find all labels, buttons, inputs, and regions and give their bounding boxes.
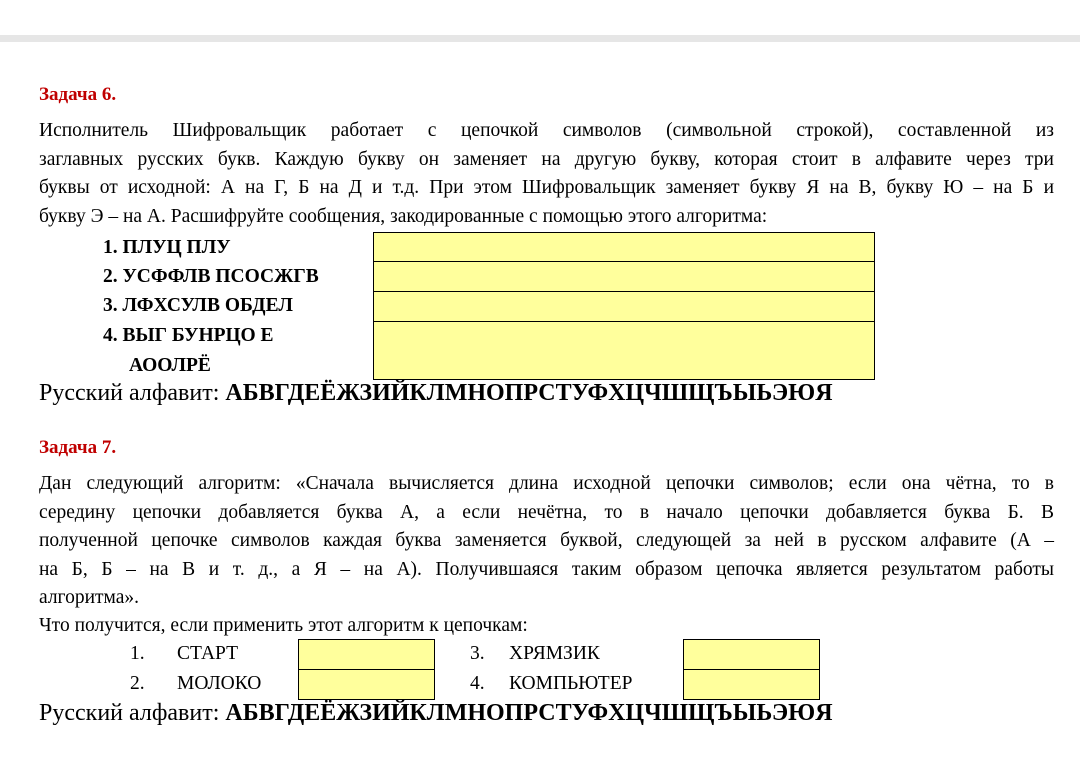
item-number: 2. [103, 266, 118, 287]
task7-title: Задача 7. [39, 437, 117, 458]
answer-box-7-1[interactable] [298, 639, 435, 670]
task6-paragraph-line: букву Э – на А. Расшифруйте сообщения, закодированные с помощью этого алгоритма: [39, 205, 768, 227]
alphabet-label: Русский алфавит: [39, 380, 226, 406]
task7-alphabet [39, 700, 833, 727]
answer-box-7-3[interactable] [683, 639, 820, 670]
task7-item-4-number: 4. [470, 673, 485, 694]
task7-paragraph [39, 470, 1054, 613]
answer-box-6-4[interactable] [373, 321, 875, 380]
task7-item-1-text: СТАРТ [177, 643, 239, 664]
task6-item-3 [103, 291, 293, 321]
answer-box-7-2[interactable] [298, 669, 435, 700]
task6-paragraph-line: Исполнитель Шифровальщик работает с цепочкой символов (символьной строкой), составленной из [39, 120, 1054, 141]
answer-box-7-4[interactable] [683, 669, 820, 700]
task7-item-2-text: МОЛОКО [177, 673, 262, 694]
task7-question: Что получится, если применить этот алгоритм к цепочкам: [39, 615, 528, 636]
task7-paragraph-line: середину цепочки добавляется буква А, а если нечётна, то в начало цепочки добавляется буква Б. В [39, 501, 1054, 523]
task6-title: Задача 6. [39, 84, 117, 105]
task6-item-1 [103, 233, 231, 263]
task7-paragraph-line: алгоритма». [39, 587, 140, 608]
task7-paragraph-line: Дан следующий алгоритм: «Сначала вычисляется длина исходной цепочки символов; если она чётна, то в [39, 473, 1054, 494]
task6-paragraph-line: заглавных русских букв. Каждую букву он заменяет на другую букву, которая стоит в алфавите через три [39, 148, 1054, 170]
task7-item-3-number: 3. [470, 643, 485, 664]
item-text: ВЫГ БУНРЦО Е [122, 325, 274, 346]
alphabet-label: Русский алфавит: [39, 700, 226, 726]
alphabet-letters: АБВГДЕЁЖЗИЙКЛМНОПРСТУФХЦЧШЩЪЫЬЭЮЯ [225, 380, 833, 406]
item-text: ПЛУЦ ПЛУ [122, 237, 231, 258]
task7-item-1-number: 1. [130, 643, 145, 664]
item-number: 3. [103, 295, 118, 316]
answer-box-6-2[interactable] [373, 261, 875, 292]
task7-item-4-text: КОМПЬЮТЕР [509, 673, 633, 694]
top-separator [0, 35, 1080, 42]
task6-item-4 [103, 321, 274, 351]
task7-paragraph-line: полученной цепочке символов каждая буква заменяется буквой, следующей за ней в русском алфавите (А – [39, 530, 1054, 551]
item-text: УСФФЛВ ПСОСЖГВ [122, 266, 319, 287]
item-text: ЛФХСУЛВ ОБДЕЛ [122, 295, 293, 316]
task6-alphabet [39, 380, 833, 407]
answer-box-6-1[interactable] [373, 232, 875, 262]
answer-box-6-3[interactable] [373, 291, 875, 322]
task6-item-4-continued: АООЛРЁ [129, 355, 211, 376]
item-number: 1. [103, 237, 118, 258]
task6-paragraph [39, 117, 1054, 231]
task6-paragraph-line: буквы от исходной: А на Г, Б на Д и т.д. При этом Шифровальщик заменяет букву Я на В, букву Ю – на Б и [39, 177, 1054, 198]
task7-paragraph-line: на Б, Б – на В и т. д., а Я – на А). Получившаяся таким образом цепочка является результатом работы [39, 558, 1054, 580]
task6-item-2 [103, 262, 319, 292]
alphabet-letters: АБВГДЕЁЖЗИЙКЛМНОПРСТУФХЦЧШЩЪЫЬЭЮЯ [225, 700, 833, 726]
task7-item-3-text: ХРЯМЗИК [509, 643, 600, 664]
item-number: 4. [103, 325, 118, 346]
task7-item-2-number: 2. [130, 673, 145, 694]
